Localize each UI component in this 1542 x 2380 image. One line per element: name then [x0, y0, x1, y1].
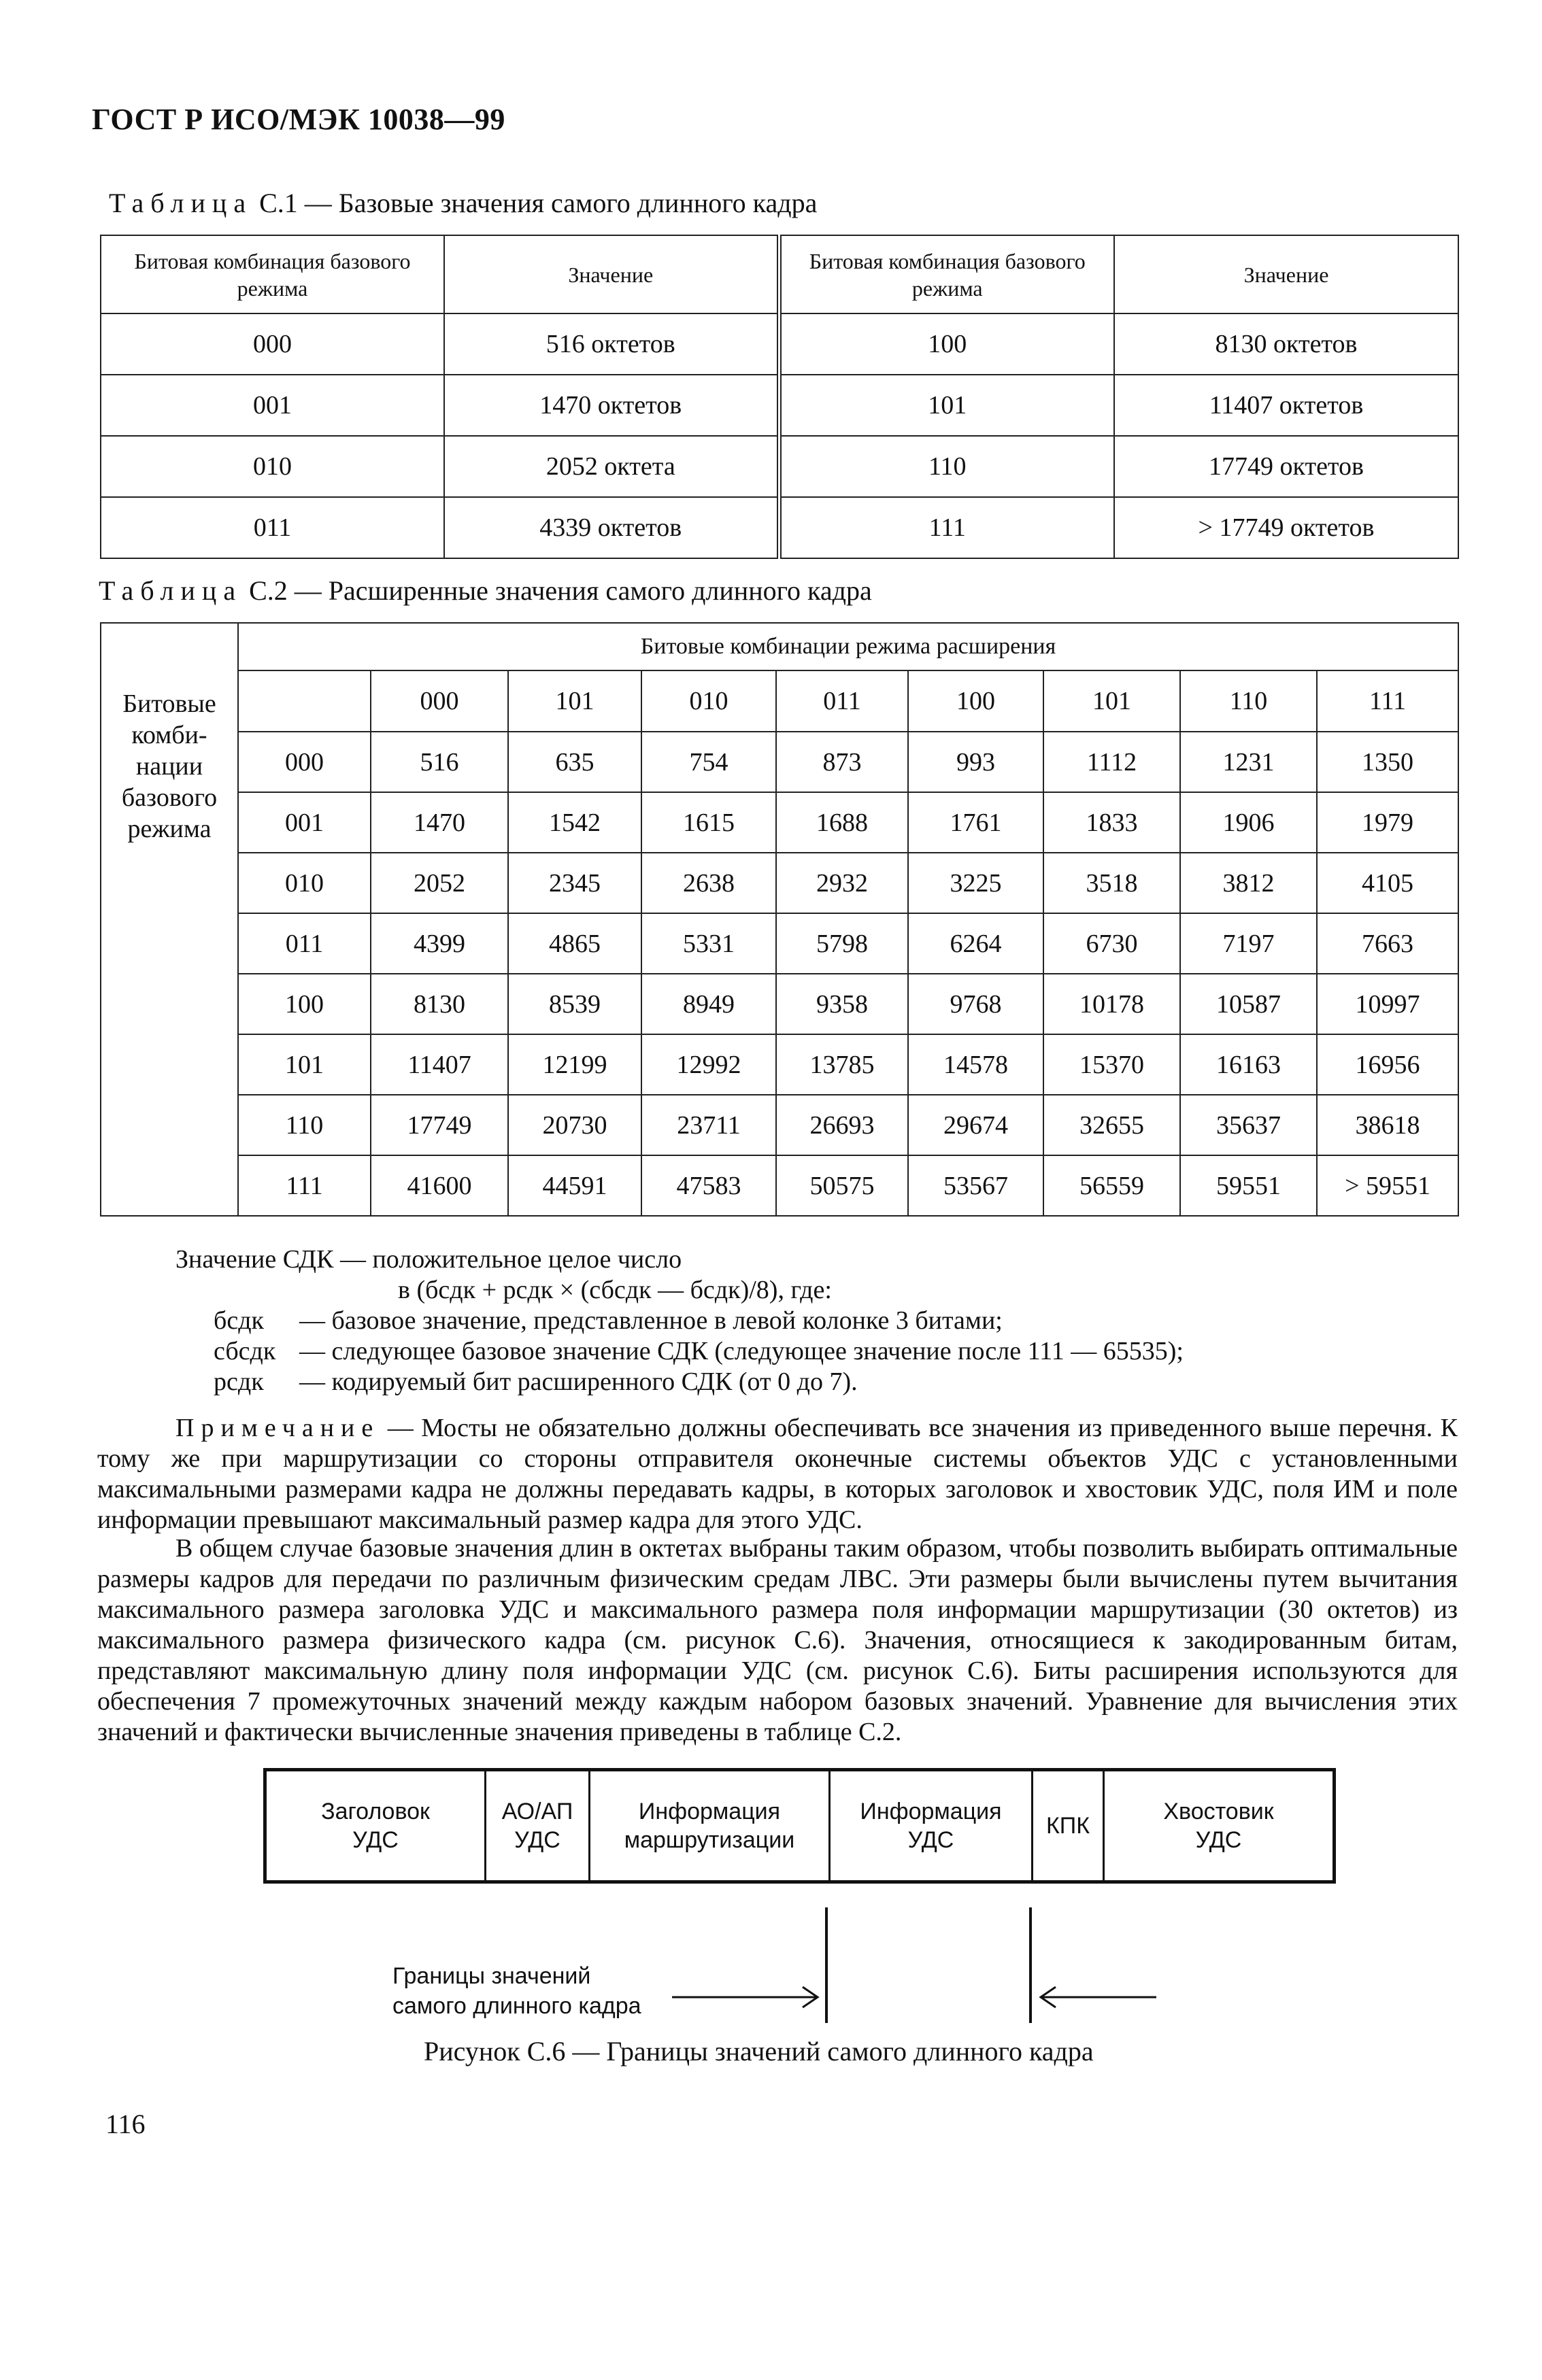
table-cell: 20730 [508, 1095, 641, 1155]
frame-diagram [263, 1768, 1336, 1884]
table-cell: 16956 [1317, 1034, 1458, 1095]
table-cell: 010 [101, 436, 444, 497]
formula-def-text: — следующее базовое значение СДК (следующее значение после 111 — 65535); [299, 1337, 1184, 1365]
formula-def-term: сбсдк [214, 1337, 276, 1365]
table-cell: 8539 [508, 974, 641, 1034]
frame-field-fcs [1033, 1771, 1105, 1880]
table-cell: 2052 [371, 853, 508, 913]
table-cell: 516 октетов [444, 313, 779, 375]
table-cell: 001 [101, 375, 444, 436]
frame-field-info [831, 1771, 1033, 1880]
column-header: 110 [1180, 670, 1317, 732]
table-cell: 15370 [1043, 1034, 1180, 1095]
table-cell: 3225 [908, 853, 1043, 913]
field-label: УДС [514, 1827, 560, 1853]
row-key: 100 [238, 974, 371, 1034]
table-cell: 100 [779, 313, 1114, 375]
row-key: 110 [238, 1095, 371, 1155]
field-label: Информация [860, 1799, 1002, 1824]
frame-field-header [267, 1771, 486, 1880]
table-cell: 635 [508, 732, 641, 792]
table-cell: 23711 [641, 1095, 776, 1155]
boundary-label-line: самого длинного кадра [392, 1993, 641, 2019]
table-cell: 5798 [776, 913, 908, 974]
table-row [101, 1095, 1458, 1155]
table1-caption-word: Таблица [109, 188, 253, 218]
column-header: 101 [508, 670, 641, 732]
column-header: 111 [1317, 670, 1458, 732]
table-cell: 1906 [1180, 792, 1317, 853]
formula-def-term: рсдк [214, 1367, 264, 1396]
field-label: УДС [1195, 1827, 1242, 1853]
table-row [101, 1034, 1458, 1095]
page-number: 116 [105, 2109, 146, 2139]
column-header: 010 [641, 670, 776, 732]
formula-line-1: Значение СДК — положительное целое число [175, 1245, 682, 1274]
table-cell: 38618 [1317, 1095, 1458, 1155]
table-cell: 754 [641, 732, 776, 792]
table-cell: 8949 [641, 974, 776, 1034]
note-text: — Мосты не обязательно должны обеспечивать все значения из приведенного выше перечня. К тому же при маршрутизации со стороны отправителя оконечные системы объектов УДС с установленными максимальными размерами кадра не должны передавать кадры, в которых заголовок и хвостовик УДС, поля ИМ и поле информации превышают максимальный размер кадра для этого УДС. [97, 1414, 1458, 1534]
table-cell: 12992 [641, 1034, 776, 1095]
t1-header-bits-1: Битовая комбинация базового режима [101, 235, 444, 313]
table-cell: 32655 [1043, 1095, 1180, 1155]
frame-field-ao-ap [486, 1771, 590, 1880]
table-cell: 6730 [1043, 913, 1180, 974]
table-cell: > 59551 [1317, 1155, 1458, 1216]
row-group-label: Битовые комби-нации базового режима [101, 623, 238, 1216]
table-cell: 2932 [776, 853, 908, 913]
table-cell: 10997 [1317, 974, 1458, 1034]
row-key: 010 [238, 853, 371, 913]
column-header: 101 [1043, 670, 1180, 732]
table-cell: 5331 [641, 913, 776, 974]
table-row [101, 913, 1458, 974]
table2-caption-text: С.2 — Расширенные значения самого длинного кадра [249, 575, 872, 606]
table-cell: 50575 [776, 1155, 908, 1216]
table-cell: 16163 [1180, 1034, 1317, 1095]
figure-caption: Рисунок С.6 — Границы значений самого длинного кадра [424, 2036, 1094, 2067]
table-cell: 1615 [641, 792, 776, 853]
table-cell: 011 [101, 497, 444, 558]
table-cell: 1231 [1180, 732, 1317, 792]
table-cell: 1833 [1043, 792, 1180, 853]
table-cell: 3812 [1180, 853, 1317, 913]
t1-header-bits-2: Битовая комбинация базового режима [779, 235, 1114, 313]
table-cell: 13785 [776, 1034, 908, 1095]
table-cell: 14578 [908, 1034, 1043, 1095]
formula-def-text: — базовое значение, представленное в левой колонке 3 битами; [299, 1306, 1003, 1335]
table-cell: 4865 [508, 913, 641, 974]
table-row [101, 732, 1458, 792]
table-cell: 2345 [508, 853, 641, 913]
table-cell: > 17749 октетов [1114, 497, 1458, 558]
body-paragraph: В общем случае базовые значения длин в октетах выбраны таким образом, чтобы позволить выбирать оптимальные размеры кадров для передачи по различным физическим средам ЛВС. Эти размеры были вычислены путем вычитания максимального размера заголовка УДС и максимального размера поля информации маршрутизации (30 октетов) из максимального размера физического кадра (см. рисунок С.6). Значения, относящиеся к закодированным битам, представляют максимальную длину поля информации УДС (см. рисунок С.6). Биты расширения используются для обеспечения 7 промежуточных значений между каждым набором базовых значений. Уравнение для вычисления этих значений и фактически вычисленные значения приведены в таблице С.2. [97, 1534, 1458, 1746]
table-cell: 56559 [1043, 1155, 1180, 1216]
table1-caption [109, 187, 817, 219]
table-cell: 1979 [1317, 792, 1458, 853]
table-cell: 993 [908, 732, 1043, 792]
table-cell: 2638 [641, 853, 776, 913]
table-cell: 4339 октетов [444, 497, 779, 558]
table-cell: 9358 [776, 974, 908, 1034]
table-cell: 12199 [508, 1034, 641, 1095]
formula-def-term: бсдк [214, 1306, 264, 1335]
table-cell: 1761 [908, 792, 1043, 853]
table-cell: 110 [779, 436, 1114, 497]
row-key: 011 [238, 913, 371, 974]
table-cell: 873 [776, 732, 908, 792]
table-cell: 47583 [641, 1155, 776, 1216]
table-cell: 1112 [1043, 732, 1180, 792]
table-cell: 10178 [1043, 974, 1180, 1034]
table-cell: 7197 [1180, 913, 1317, 974]
table2-caption [99, 575, 872, 607]
table1 [100, 235, 1459, 559]
table-cell: 26693 [776, 1095, 908, 1155]
table2-caption-word: Таблица [99, 575, 243, 606]
table-cell: 516 [371, 732, 508, 792]
table-cell: 4105 [1317, 853, 1458, 913]
table-cell: 8130 октетов [1114, 313, 1458, 375]
table-cell: 7663 [1317, 913, 1458, 974]
row-key: 101 [238, 1034, 371, 1095]
table-row [101, 853, 1458, 913]
frame-field-routing-info [590, 1771, 831, 1880]
table-cell: 53567 [908, 1155, 1043, 1216]
table1-caption-text: С.1 — Базовые значения самого длинного кадра [259, 188, 818, 218]
table-cell: 1542 [508, 792, 641, 853]
note-paragraph [97, 1413, 1458, 1535]
table-cell: 59551 [1180, 1155, 1317, 1216]
frame-field-trailer [1105, 1771, 1333, 1880]
table-cell: 2052 октета [444, 436, 779, 497]
table-cell: 1470 октетов [444, 375, 779, 436]
field-label: маршрутизации [624, 1827, 795, 1853]
field-label: УДС [907, 1827, 954, 1853]
field-label: Информация [638, 1799, 781, 1824]
table-cell: 8130 [371, 974, 508, 1034]
column-header: 100 [908, 670, 1043, 732]
table-cell: 11407 октетов [1114, 375, 1458, 436]
table-cell: 41600 [371, 1155, 508, 1216]
column-group-header: Битовые комбинации режима расширения [238, 623, 1458, 670]
boundary-label [392, 1961, 641, 2021]
field-label: КПК [1045, 1813, 1090, 1839]
table-row [101, 974, 1458, 1034]
table-cell: 000 [101, 313, 444, 375]
t1-header-value-2: Значение [1114, 235, 1458, 313]
formula-line-2: в (бсдк + рсдк × (сбсдк — бсдк)/8), где: [398, 1276, 832, 1304]
table-cell: 35637 [1180, 1095, 1317, 1155]
table-cell: 10587 [1180, 974, 1317, 1034]
table-cell: 29674 [908, 1095, 1043, 1155]
column-header: 011 [776, 670, 908, 732]
field-label: Хвостовик [1163, 1799, 1274, 1824]
table-cell: 111 [779, 497, 1114, 558]
table-cell: 3518 [1043, 853, 1180, 913]
row-key: 111 [238, 1155, 371, 1216]
t1-header-value-1: Значение [444, 235, 779, 313]
table-cell: 11407 [371, 1034, 508, 1095]
table2 [100, 622, 1459, 1217]
table-cell: 1688 [776, 792, 908, 853]
field-label: АО/АП [501, 1799, 573, 1824]
row-key: 000 [238, 732, 371, 792]
column-header: 000 [371, 670, 508, 732]
table-row [101, 1155, 1458, 1216]
boundary-label-line: Границы значений [392, 1963, 591, 1989]
table-cell [238, 670, 371, 732]
row-key: 001 [238, 792, 371, 853]
table-cell: 4399 [371, 913, 508, 974]
table-cell: 9768 [908, 974, 1043, 1034]
table-cell: 1350 [1317, 732, 1458, 792]
table-cell: 6264 [908, 913, 1043, 974]
table-cell: 1470 [371, 792, 508, 853]
table-cell: 17749 октетов [1114, 436, 1458, 497]
field-label: Заголовок [321, 1799, 430, 1824]
formula-def-text: — кодируемый бит расширенного СДК (от 0 до 7). [299, 1367, 858, 1396]
document-header: ГОСТ Р ИСО/МЭК 10038—99 [92, 103, 505, 136]
table-cell: 44591 [508, 1155, 641, 1216]
table-cell: 101 [779, 375, 1114, 436]
table-cell: 17749 [371, 1095, 508, 1155]
field-label: УДС [352, 1827, 399, 1853]
note-word: Примечание [175, 1414, 380, 1442]
table-row [101, 792, 1458, 853]
